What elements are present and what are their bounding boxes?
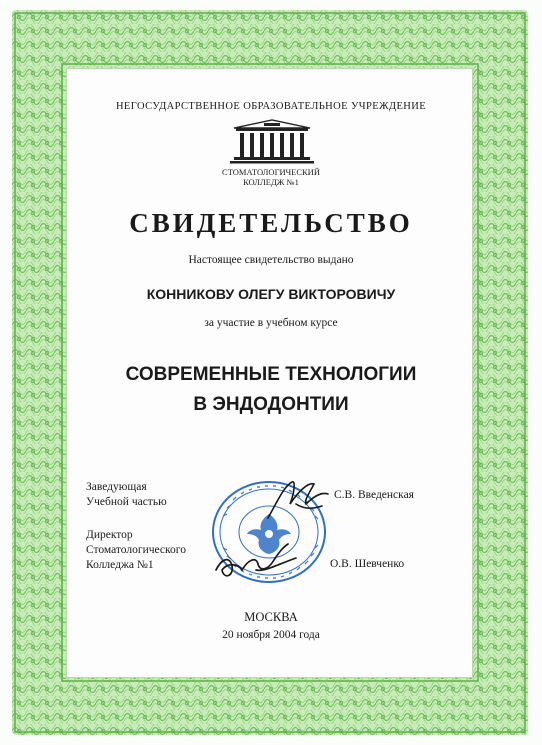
signature-shevchenko xyxy=(212,536,302,586)
signatory-2-role-line3: Колледжа №1 xyxy=(86,559,154,571)
signatory-1-name: С.В. Введенская xyxy=(334,489,414,501)
college-name xyxy=(0,167,542,187)
college-name-line2: КОЛЛЕДЖ №1 xyxy=(243,177,299,187)
signatory-1-role-line1: Заведующая xyxy=(86,481,147,493)
recipient-name: КОННИКОВУ ОЛЕГУ ВИКТОРОВИЧУ xyxy=(146,286,396,302)
signatory-2-role xyxy=(86,528,186,573)
issued-text: Настоящее свидетельство выдано xyxy=(188,254,354,266)
signatory-1-role-line2: Учебной частью xyxy=(86,496,167,508)
signatory-2-role-line2: Стоматологического xyxy=(86,544,186,556)
course-title-line2: В ЭНДОДОНТИИ xyxy=(193,394,349,415)
course-intro-text: за участие в учебном курсе xyxy=(204,317,338,329)
course-title-line1: СОВРЕМЕННЫЕ ТЕХНОЛОГИИ xyxy=(125,364,417,385)
signatory-2-role-line1: Директор xyxy=(86,529,133,541)
signature-vvedenskaya xyxy=(262,474,334,526)
signatory-1-role xyxy=(86,480,167,510)
course-title xyxy=(0,360,542,420)
issue-city: МОСКВА xyxy=(244,610,298,624)
signatory-2-name: О.В. Шевченко xyxy=(330,558,405,570)
organization-heading: НЕГОСУДАРСТВЕННОЕ ОБРАЗОВАТЕЛЬНОЕ УЧРЕЖДЕНИЕ xyxy=(115,101,427,112)
college-building-logo xyxy=(224,118,320,164)
college-name-line1: СТОМАТОЛОГИЧЕСКИЙ xyxy=(222,167,320,177)
issue-date: 20 ноября 2004 года xyxy=(222,629,320,641)
certificate-title: СВИДЕТЕЛЬСТВО xyxy=(129,208,413,238)
